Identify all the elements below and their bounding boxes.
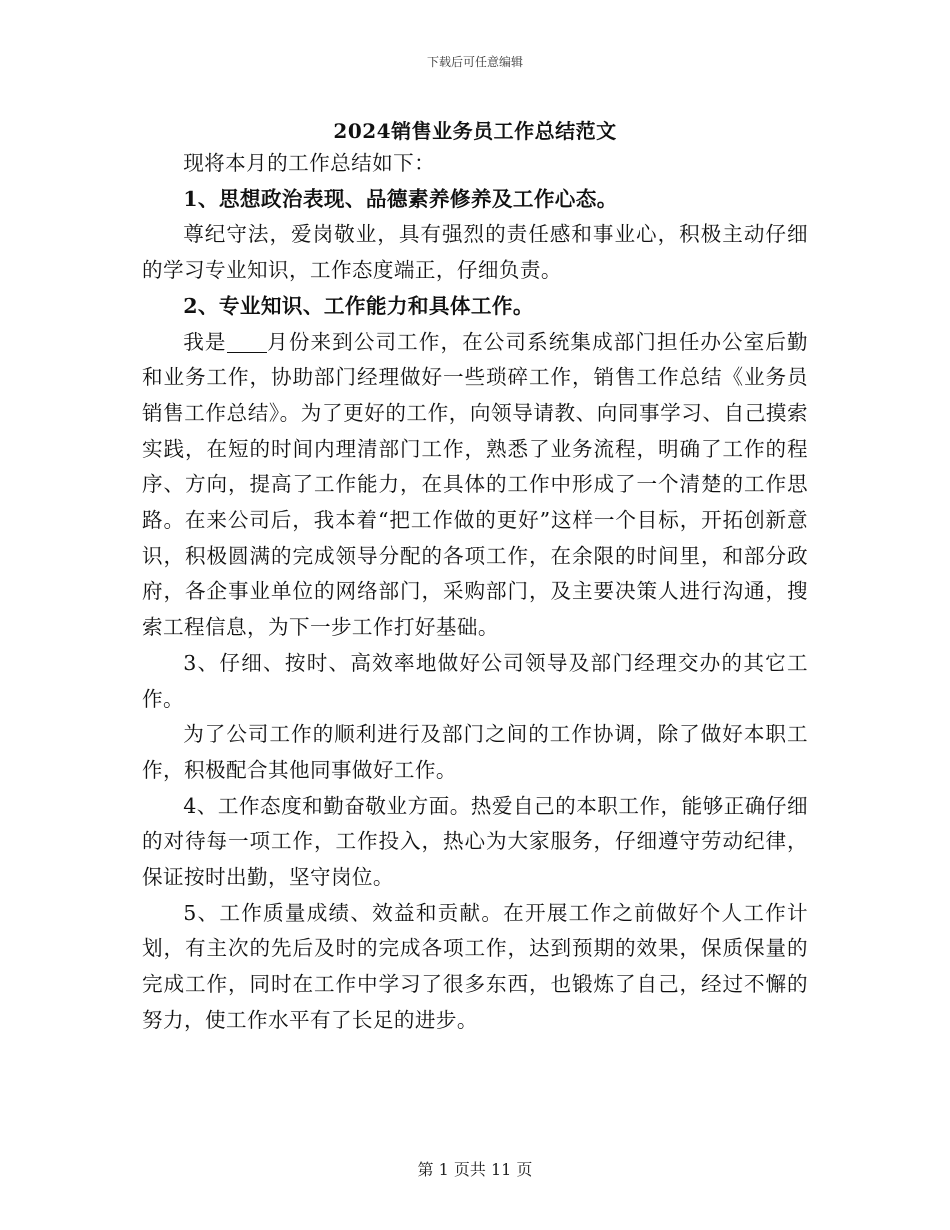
paragraph-3: 为了公司工作的顺利进行及部门之间的工作协调，除了做好本职工作，积极配合其他同事做好工作。 <box>142 722 808 782</box>
page-number-footer: 第 1 页共 11 页 <box>417 1160 533 1179</box>
fill-in-blank <box>227 331 267 353</box>
document-body <box>142 146 808 1039</box>
paragraph-2-start: 我是 <box>183 329 227 354</box>
paragraph-1: 尊纪守法，爱岗敬业，具有强烈的责任感和事业心，积极主动仔细的学习专业知识，工作态度端正，仔细负责。 <box>142 222 808 283</box>
intro-paragraph: 现将本月的工作总结如下： <box>183 151 436 175</box>
section-item-4: 4、工作态度和勤奋敬业方面。热爱自己的本职工作，能够正确仔细的对待每一项工作，工作投入，热心为大家服务，仔细遵守劳动纪律，保证按时出勤，坚守岗位。 <box>142 793 808 890</box>
section-heading-1: 1、思想政治表现、品德素养修养及工作心态。 <box>183 186 618 211</box>
paragraph-2 <box>142 325 808 646</box>
paragraph-2-rest: 月份来到公司工作，在公司系统集成部门担任办公室后勤和业务工作，协助部门经理做好一些琐碎工作，销售工作总结《业务员销售工作总结》。为了更好的工作，向领导请教、向同事学习、自己摸索实践，在短的时间内理清部门工作，熟悉了业务流程，明确了工作的程序、方向，提高了工作能力，在具体的工作中形成了一个清楚的工作思路。在来公司后，我本着“把工作做的更好”这样一个目标，开拓创新意识，积极圆满的完成领导分配的各项工作，在余限的时间里，和部分政府，各企事业单位的网络部门，采购部门，及主要决策人进行沟通，搜索工程信息，为下一步工作打好基础。 <box>142 329 808 640</box>
header-note: 下载后可任意编辑 <box>426 55 523 69</box>
section-item-5: 5、工作质量成绩、效益和贡献。在开展工作之前做好个人工作计划，有主次的先后及时的完成各项工作，达到预期的效果，保质保量的完成工作，同时在工作中学习了很多东西，也锻炼了自己，经过不懈的努力，使工作水平有了长足的进步。 <box>142 900 808 1032</box>
section-heading-2: 2、专业知识、工作能力和具体工作。 <box>183 293 534 318</box>
section-item-3: 3、仔细、按时、高效率地做好公司领导及部门经理交办的其它工作。 <box>142 650 808 711</box>
document-title: 2024销售业务员工作总结范文 <box>333 119 617 143</box>
